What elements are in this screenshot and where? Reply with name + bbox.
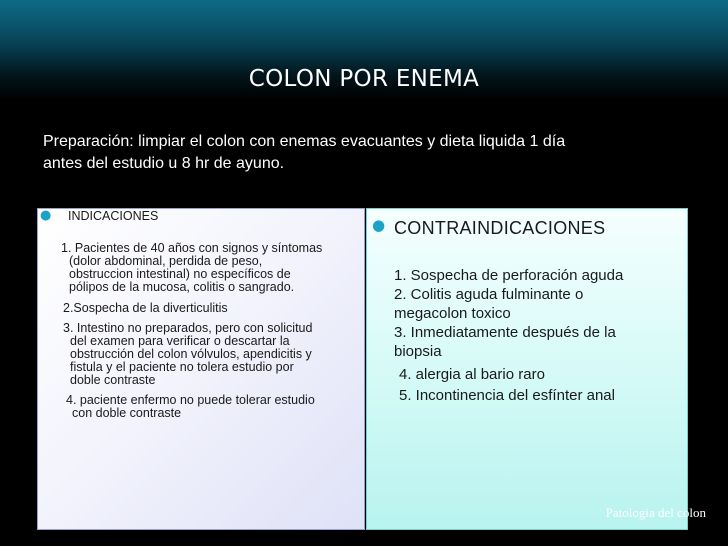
indicaciones-line: (dolor abdominal, perdida de peso, [69,254,263,268]
indicaciones-line: obstruccion intestinal) no específicos de [69,267,291,281]
contraindicaciones-line: 5. Incontinencia del esfínter anal [399,387,615,404]
slide-title: COLON POR ENEMA [248,66,480,92]
round-bullet-icon: ● [40,208,52,223]
preparation-line-1: Preparación: limpiar el colon con enemas evacuantes y dieta liquida 1 día [43,133,566,150]
contraindicaciones-line: megacolon toxico [394,305,511,322]
footer-caption: Patologia del colon [605,505,706,520]
contraindicaciones-line: 3. Inmediatamente después de la [394,324,616,341]
indicaciones-line: 1. Pacientes de 40 años con signos y síntomas [61,241,323,255]
contraindicaciones-line: 4. alergia al bario raro [399,366,545,383]
indicaciones-line: 2.Sospecha de la diverticulitis [63,301,228,315]
indicaciones-line: pólipos de la mucosa, colitis o sangrado. [69,280,295,294]
round-bullet-icon: ● [372,216,386,234]
contraindicaciones-line: biopsia [394,343,442,360]
indicaciones-line: doble contraste [70,373,156,387]
contraindicaciones-heading: CONTRAINDICACIONES [394,218,606,238]
preparation-text [43,131,683,175]
indicaciones-line: 3. Intestino no preparados, pero con solicitud [63,321,313,335]
indicaciones-heading: INDICACIONES [68,209,159,223]
indicaciones-line: fistula y el paciente no tolera estudio por [70,360,294,374]
contraindicaciones-line: 1. Sospecha de perforación aguda [394,267,624,284]
indicaciones-line: 4. paciente enfermo no puede tolerar estudio [66,393,315,407]
contraindicaciones-line: 2. Colitis aguda fulminante o [394,286,584,303]
indicaciones-line: con doble contraste [72,406,182,420]
indicaciones-line: del examen para verificar o descartar la [70,334,290,348]
preparation-line-2: antes del estudio u 8 hr de ayuno. [43,155,285,172]
indicaciones-line: obstrucción del colon vólvulos, apendicitis y [70,347,312,361]
